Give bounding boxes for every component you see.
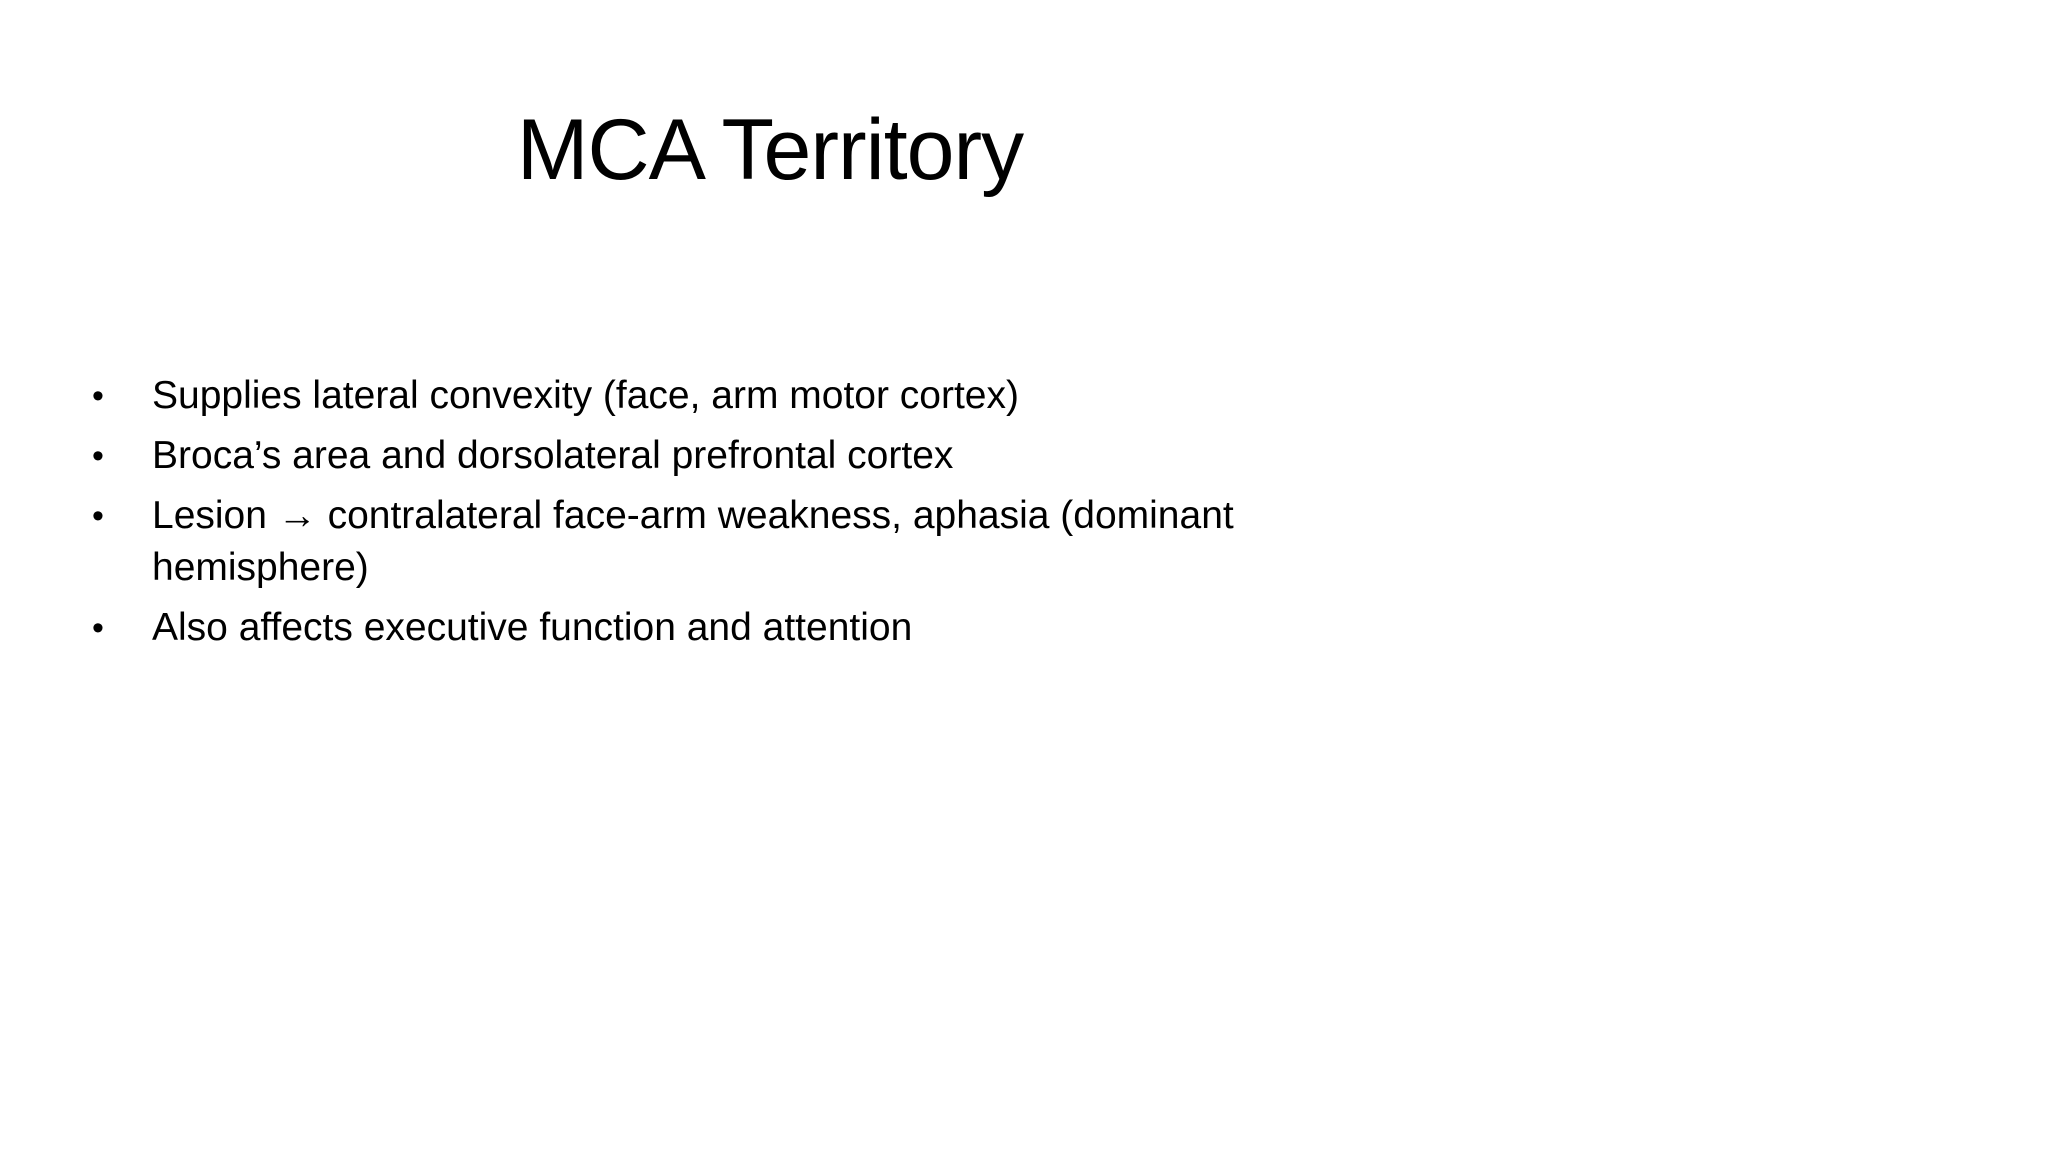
bullet-marker: • [92,377,104,415]
list-item [92,490,1272,594]
bullet-marker: • [92,497,104,535]
bullet-text: Also affects executive function and attention [152,606,913,649]
bullet-list [92,370,1272,662]
bullet-text: Lesion → contralateral face-arm weakness, aphasia (dominant hemisphere) [152,494,1234,589]
bullet-text: Supplies lateral convexity (face, arm motor cortex) [152,374,1019,417]
list-item [92,602,1272,654]
bullet-text: Broca’s area and dorsolateral prefrontal cortex [152,434,954,477]
list-item [92,430,1272,482]
slide-title: MCA Territory [516,102,1024,198]
bullet-marker: • [92,437,104,475]
list-item [92,370,1272,422]
bullet-marker: • [92,609,104,647]
